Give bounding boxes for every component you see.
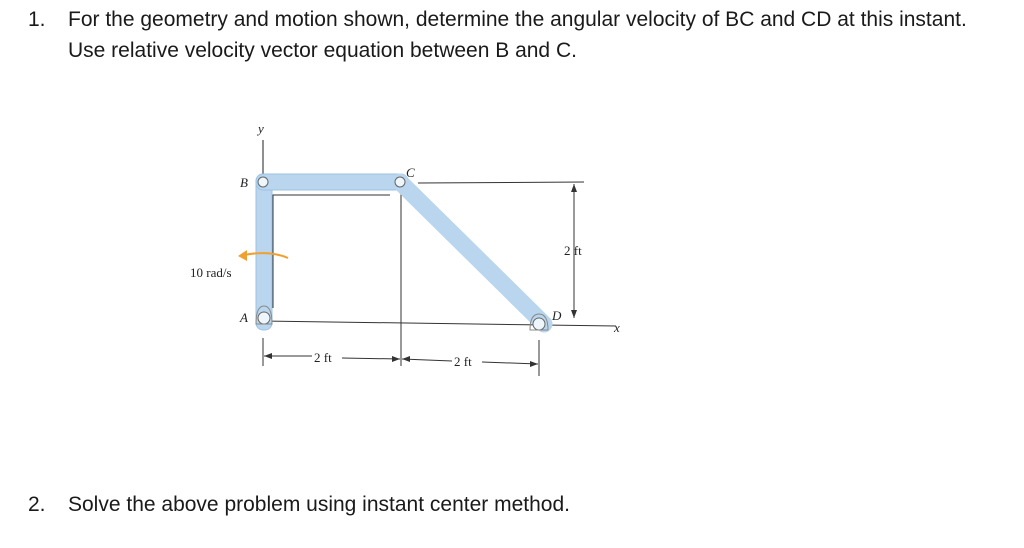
top-reference-line — [418, 182, 584, 183]
link-bc — [256, 174, 408, 190]
problem-2-text: Solve the above problem using instant center method. — [68, 493, 570, 516]
link-cd — [400, 182, 544, 324]
problem-1-text: For the geometry and motion shown, determine the angular velocity of BC and CD at this instant. Use relative velocity vector equation between B and C. — [68, 8, 967, 62]
dim-horizontal-1-label: 2 ft — [314, 350, 332, 365]
pin-b — [258, 177, 268, 187]
dim-horizontal-2-label: 2 ft — [454, 354, 472, 369]
inner-frame-line — [273, 195, 390, 308]
dim-vertical-arrow-bottom — [571, 310, 577, 318]
angular-velocity-label: 10 rad/s — [190, 265, 232, 280]
problem-2 — [28, 489, 998, 523]
axis-label-y: y — [258, 121, 264, 136]
pin-c — [395, 177, 405, 187]
point-label-c: C — [406, 165, 415, 180]
problem-2-number: 2. — [28, 493, 46, 516]
dim-horizontal-1-right — [342, 358, 400, 359]
dim-horizontal-1-arrow-right — [392, 356, 400, 362]
axis-label-x: x — [614, 320, 620, 335]
dim-horizontal-2-right — [482, 362, 538, 364]
pin-a — [258, 312, 270, 324]
dim-horizontal-2-arrow-left — [402, 356, 410, 362]
point-label-d: D — [552, 308, 562, 323]
problem-1-number: 1. — [28, 8, 46, 31]
ground-line — [262, 321, 616, 326]
dim-horizontal-2-arrow-right — [530, 361, 538, 367]
dim-horizontal-1-arrow-left — [264, 353, 272, 359]
link-ab — [256, 174, 272, 330]
angular-velocity-arrowhead — [238, 250, 247, 261]
pin-d — [533, 318, 545, 330]
dim-vertical-label: 2 ft — [564, 243, 582, 258]
point-label-a: A — [240, 310, 248, 325]
dim-vertical-arrow-top — [571, 184, 577, 192]
point-label-b: B — [240, 175, 248, 190]
